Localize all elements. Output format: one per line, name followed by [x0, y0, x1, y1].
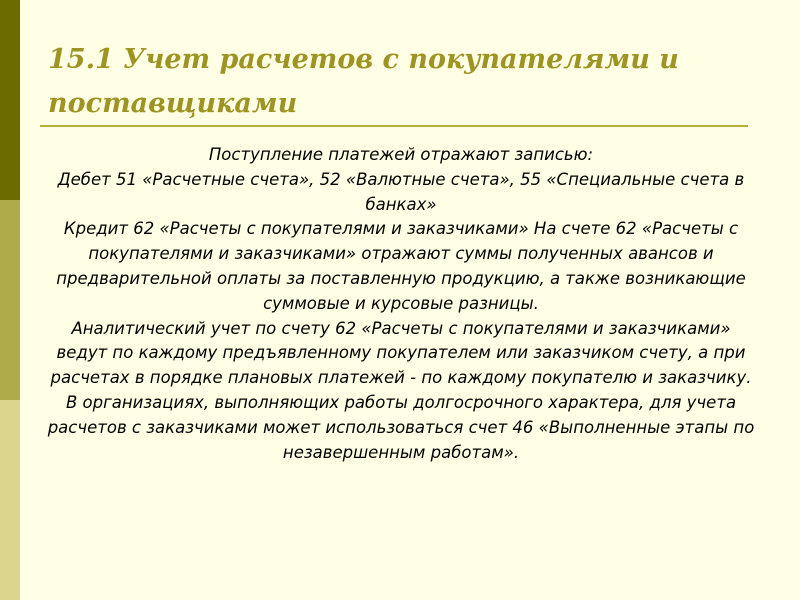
body-paragraph-debit: Дебет 51 «Расчетные счета», 52 «Валютные счета», 55 «Специальные счета в банках»	[57, 169, 745, 214]
sidebar-stripe-light	[0, 400, 20, 600]
title-divider	[40, 125, 748, 127]
sidebar-stripe-dark	[0, 0, 20, 200]
body-paragraph-analytics: Аналитический учет по счету 62 «Расчеты с покупателями и заказчиками» ведут по каждому предъявленному покупателем или заказчиком счету, а при расчетах в порядке плановых платежей - по каждому покупателю и заказчику. В организациях, выполняющих работы долгосрочного характера, для учета расчетов с заказчиками может использоваться счет 46 «Выполненные этапы по незавершенным работам».	[47, 318, 755, 462]
slide-body	[44, 143, 758, 465]
body-paragraph-credit: Кредит 62 «Расчеты с покупателями и заказчиками» На счете 62 «Расчеты с покупателями и заказчиками» отражают суммы полученных авансов и предварительной оплаты за поставленную продукцию, а также возникающие суммовые и курсовые разницы.	[56, 219, 746, 313]
body-paragraph-intro: Поступление платежей отражают записью:	[208, 145, 594, 164]
sidebar-stripe-medium	[0, 200, 20, 400]
slide-title: 15.1 Учет расчетов с покупателями и поставщиками	[48, 44, 679, 119]
